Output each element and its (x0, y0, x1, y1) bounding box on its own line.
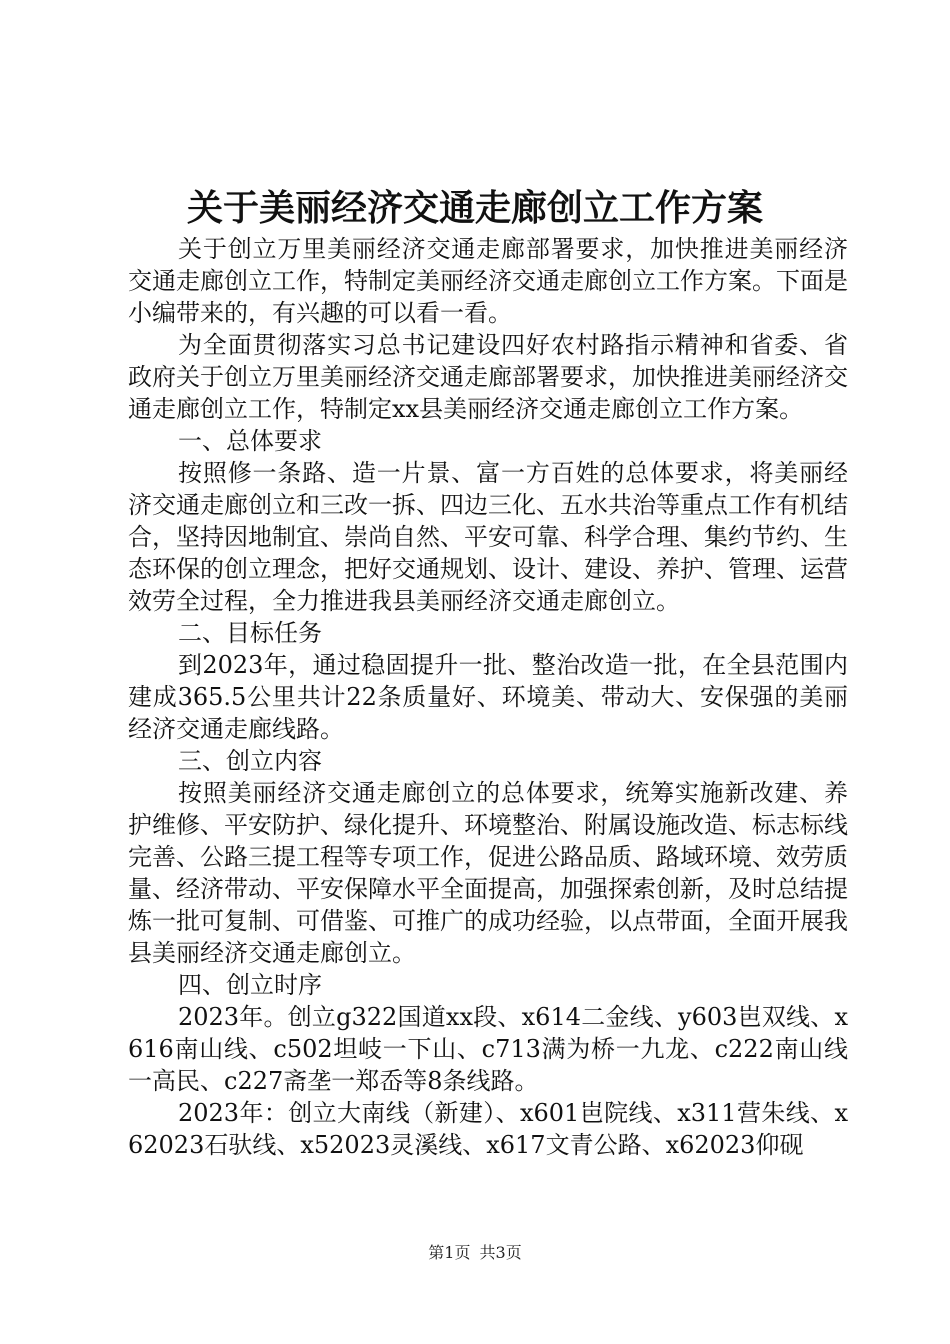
paragraph-schedule-year-1: 2023年。创立g322国道xx段、x614二金线、y603岜双线、x616南山线、c502坦岐一下山、c713满为桥一九龙、c222南山线一高民、c227斋垄一郑岙等8条线路。 (128, 1003, 848, 1095)
section-heading-content: 三、创立内容 (178, 747, 322, 775)
paragraph-content: 按照美丽经济交通走廊创立的总体要求，统筹实施新改建、养护维修、平安防护、绿化提升、环境整治、附属设施改造、标志标线完善、公路三提工程等专项工作，促进公路品质、路域环境、效劳质量、经济带动、平安保障水平全面提高，加强探索创新，及时总结提炼一批可复制、可借鉴、可推广的成功经验，以点带面，全面开展我县美丽经济交通走廊创立。 (128, 779, 848, 967)
paragraph-schedule-year-2: 2023年：创立大南线（新建）、x601岜院线、x311营朱线、x62023石驮线、x52023灵溪线、x617文青公路、x62023仰砚 (128, 1099, 848, 1159)
document-body (128, 233, 848, 1161)
paragraph-goals: 到2023年，通过稳固提升一批、整治改造一批，在全县范围内建成365.5公里共计22条质量好、环境美、带动大、安保强的美丽经济交通走廊线路。 (128, 651, 848, 743)
paragraph-intro: 关于创立万里美丽经济交通走廊部署要求，加快推进美丽经济交通走廊创立工作，特制定美丽经济交通走廊创立工作方案。下面是小编带来的，有兴趣的可以看一看。 (128, 235, 848, 327)
section-heading-goals: 二、目标任务 (178, 619, 322, 647)
section-heading-schedule: 四、创立时序 (178, 971, 322, 999)
document-title: 关于美丽经济交通走廊创立工作方案 (186, 187, 763, 229)
page-total: 共3页 (479, 1243, 522, 1262)
paragraph-purpose: 为全面贯彻落实习总书记建设四好农村路指示精神和省委、省政府关于创立万里美丽经济交通走廊部署要求，加快推进美丽经济交通走廊创立工作，特制定xx县美丽经济交通走廊创立工作方案。 (128, 331, 848, 423)
section-heading-overall-requirements: 一、总体要求 (178, 427, 322, 455)
page-number: 第1页 (428, 1243, 471, 1262)
page-footer (0, 1243, 950, 1263)
paragraph-overall-requirements: 按照修一条路、造一片景、富一方百姓的总体要求，将美丽经济交通走廊创立和三改一拆、四边三化、五水共治等重点工作有机结合，坚持因地制宜、崇尚自然、平安可靠、科学合理、集约节约、生态环保的创立理念，把好交通规划、设计、建设、养护、管理、运营效劳全过程，全力推进我县美丽经济交通走廊创立。 (128, 459, 848, 615)
